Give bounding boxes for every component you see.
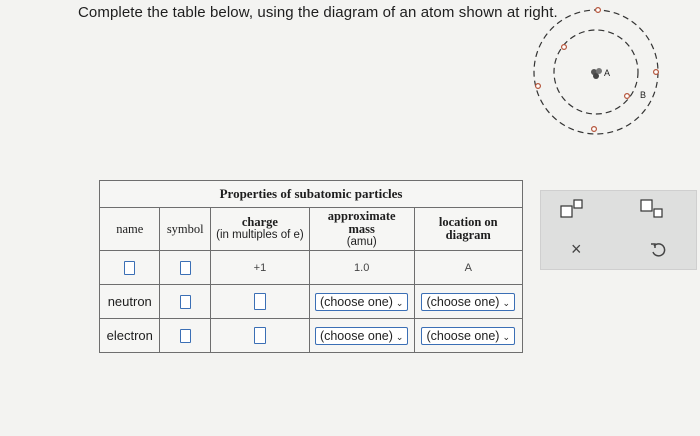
chevron-down-icon: ⌄ — [502, 331, 510, 342]
undo-button[interactable] — [649, 241, 667, 259]
row3-charge-input[interactable] — [254, 327, 266, 344]
row1-mass: 1.0 — [309, 251, 414, 285]
table-row — [100, 285, 523, 319]
x-icon: × — [571, 239, 582, 259]
row1-name-cell — [100, 251, 160, 285]
chevron-down-icon: ⌄ — [395, 331, 404, 342]
header-mass — [309, 208, 414, 251]
header-location-label: location on diagram — [438, 215, 498, 242]
row2-charge-cell — [210, 285, 309, 319]
header-mass-unit: (amu) — [346, 235, 377, 248]
undo-arrow-icon — [649, 241, 667, 259]
chevron-down-icon: ⌄ — [502, 297, 510, 308]
subscript-button[interactable] — [639, 199, 665, 219]
row3-mass-select[interactable] — [315, 327, 409, 345]
row3-mass-cell — [309, 319, 414, 353]
header-charge-unit: (in multiples of e) — [216, 229, 304, 241]
row1-symbol-input[interactable] — [180, 261, 191, 275]
header-name: name — [100, 208, 160, 251]
question-prompt: Complete the table below, using the diagram of an atom shown at right. — [78, 4, 558, 21]
row3-location-cell — [414, 319, 523, 353]
row3-location-select-value: (choose one) — [426, 328, 500, 343]
subatomic-particles-table — [99, 180, 523, 353]
label-a: A — [604, 68, 611, 78]
row1-charge: +1 — [210, 251, 309, 285]
row3-name: electron — [100, 319, 160, 353]
row2-mass-select[interactable] — [315, 293, 409, 311]
table-row — [100, 319, 523, 353]
table-caption: Properties of subatomic particles — [100, 181, 523, 208]
row3-symbol-input[interactable] — [180, 329, 191, 343]
math-tool-panel — [540, 190, 697, 270]
superscript-box-icon — [559, 199, 585, 219]
row2-location-cell — [414, 285, 523, 319]
superscript-button[interactable] — [559, 199, 585, 219]
row2-mass-cell — [309, 285, 414, 319]
row2-mass-select-value: (choose one) — [319, 294, 393, 309]
table-row — [100, 251, 523, 285]
chevron-down-icon: ⌄ — [395, 297, 404, 308]
row3-charge-cell — [210, 319, 309, 353]
row3-symbol-cell — [160, 319, 211, 353]
row2-charge-input[interactable] — [254, 293, 266, 310]
row2-symbol-input[interactable] — [180, 295, 191, 309]
row2-symbol-cell — [160, 285, 211, 319]
atom-diagram — [528, 2, 668, 142]
row3-mass-select-value: (choose one) — [319, 328, 393, 343]
row3-location-select[interactable] — [421, 327, 515, 345]
row1-symbol-cell — [160, 251, 211, 285]
subscript-box-icon — [639, 199, 665, 219]
header-charge-label: charge — [241, 215, 278, 229]
row2-location-select[interactable] — [421, 293, 515, 311]
row2-location-select-value: (choose one) — [426, 294, 500, 309]
header-charge — [210, 208, 309, 251]
header-mass-label: approximate mass — [327, 208, 396, 236]
row1-location: A — [414, 251, 523, 285]
header-symbol: symbol — [160, 208, 211, 251]
row2-name: neutron — [100, 285, 160, 319]
header-location — [414, 208, 523, 251]
nucleus — [591, 68, 602, 79]
label-b: B — [640, 90, 647, 100]
row1-name-input[interactable] — [124, 261, 135, 275]
clear-button[interactable] — [571, 239, 582, 260]
